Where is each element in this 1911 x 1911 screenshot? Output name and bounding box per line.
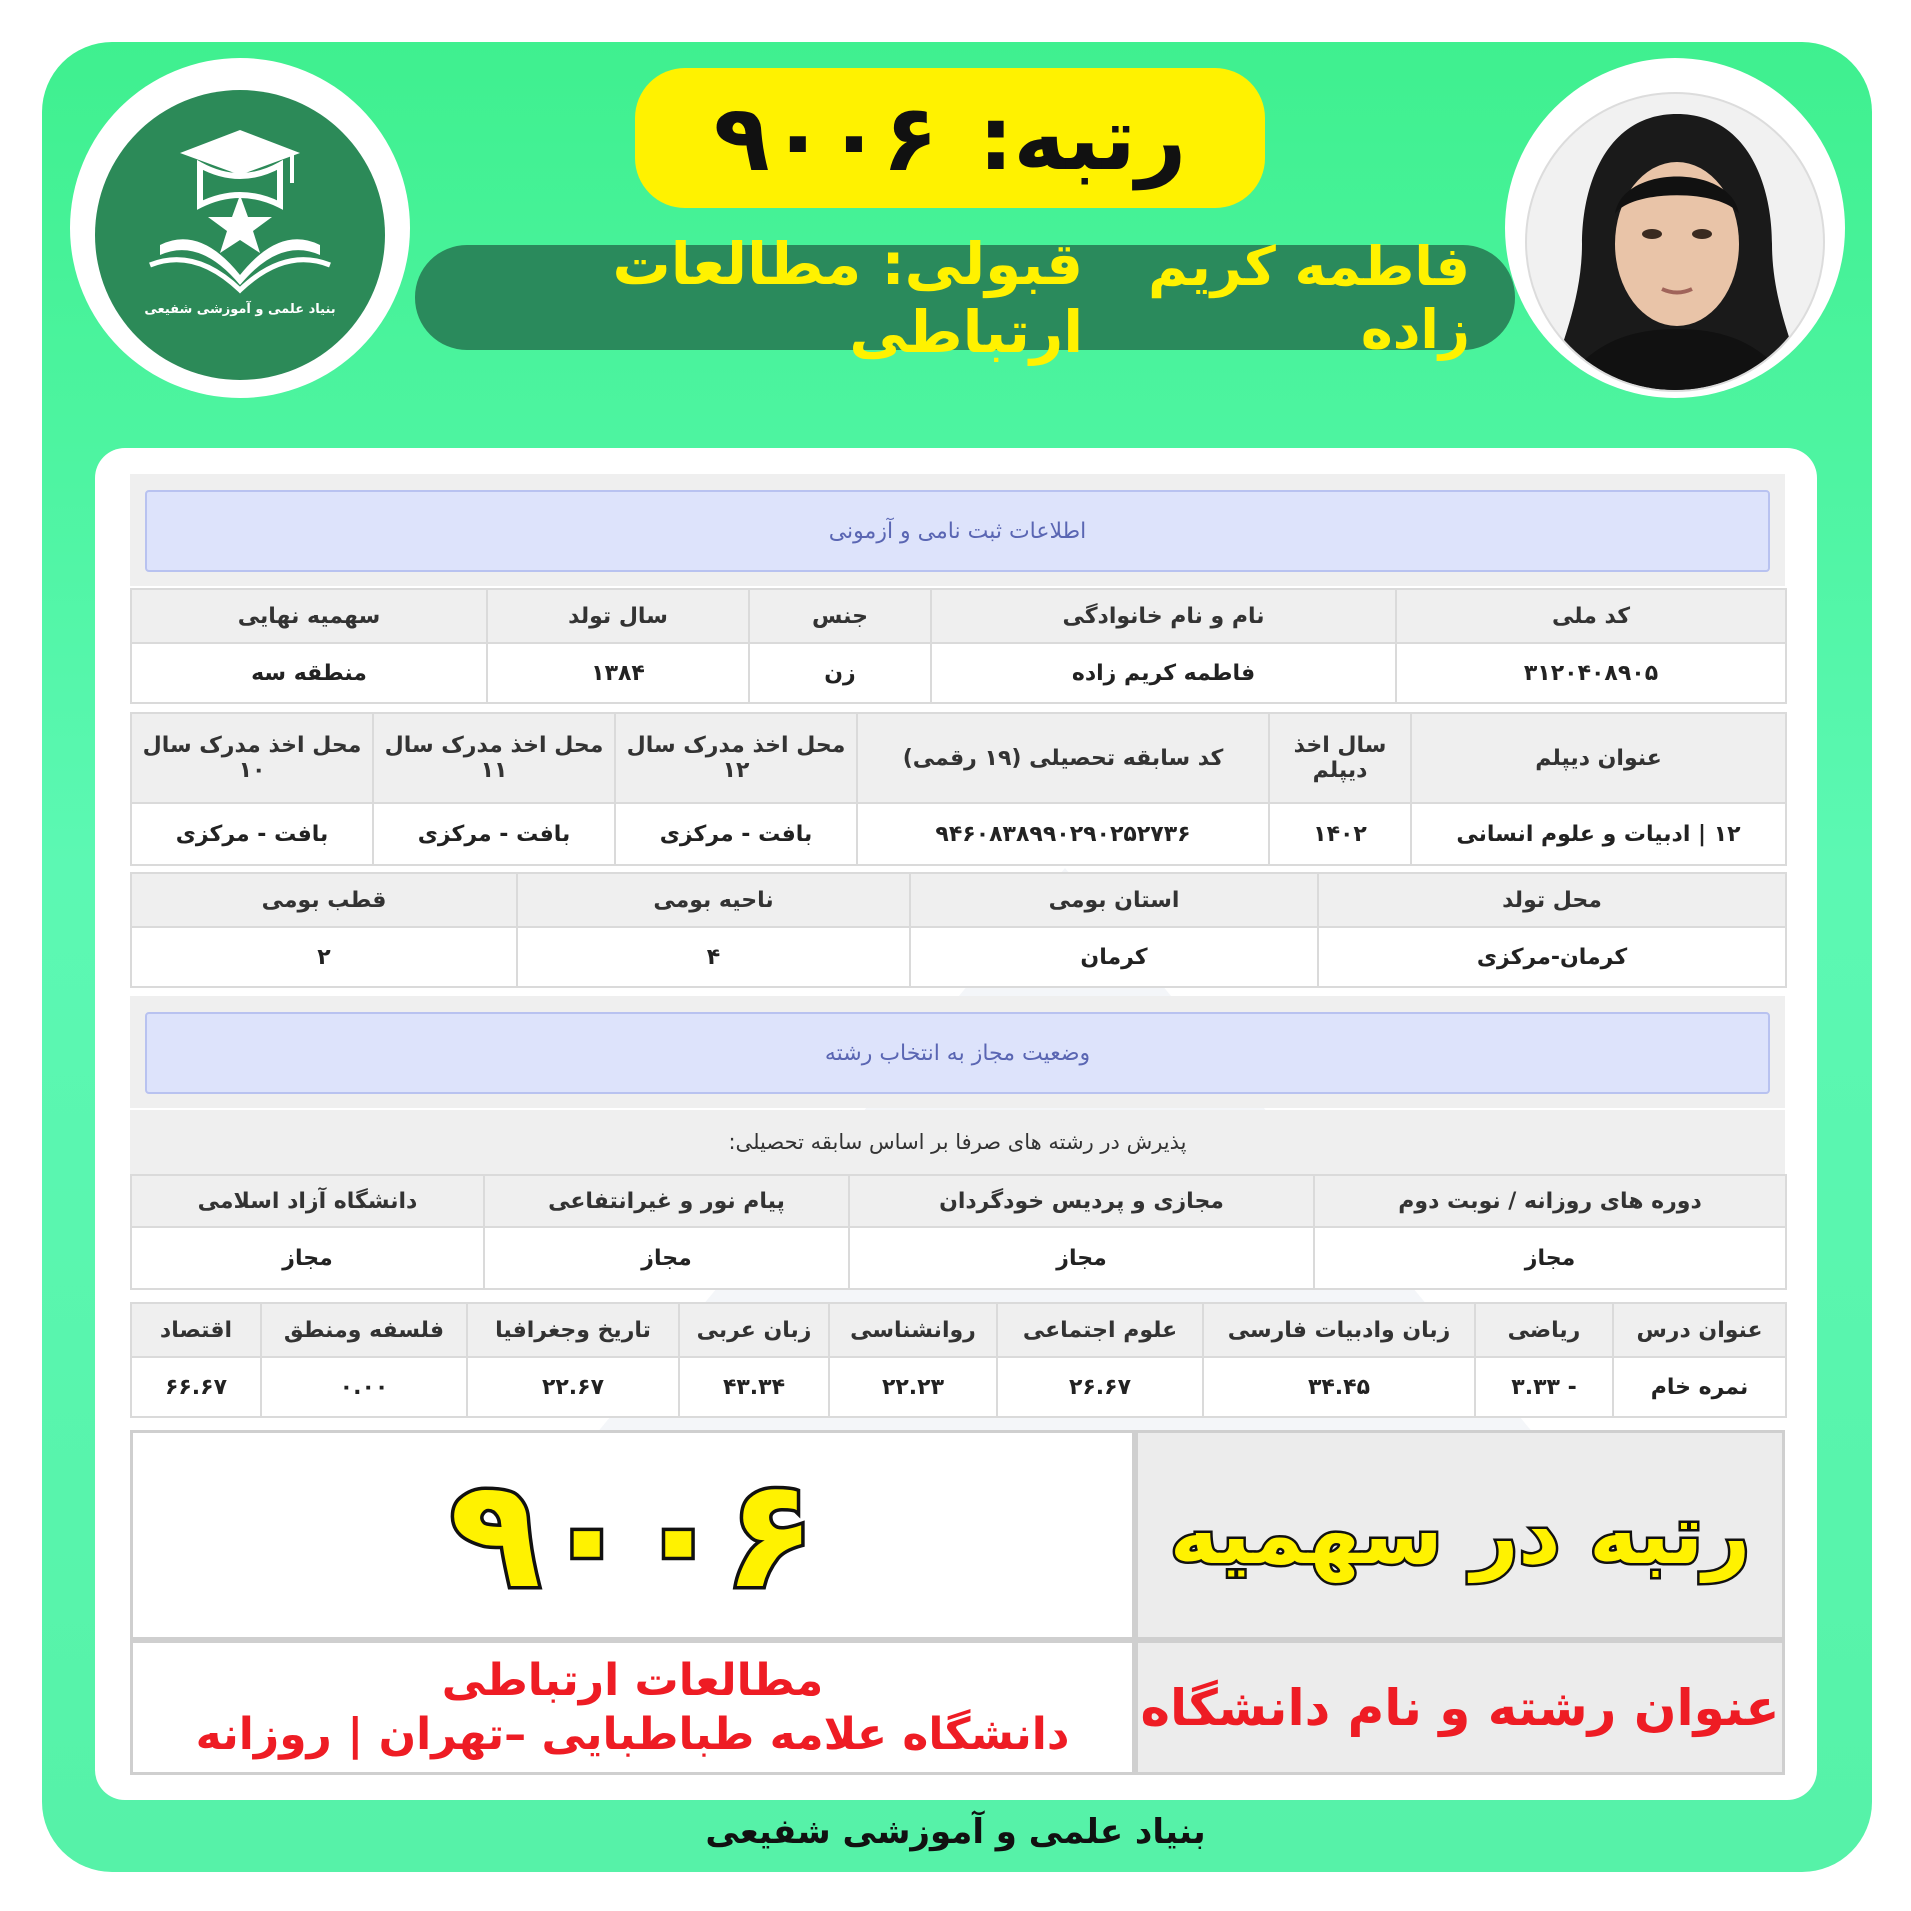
table-header: استان بومی xyxy=(910,873,1318,927)
table-header: عنوان درس xyxy=(1613,1303,1786,1357)
table-cell: ۰.۰۰ xyxy=(261,1357,467,1417)
logo-caption: بنیاد علمی و آموزشی شفیعی xyxy=(144,302,336,317)
table-header: فلسفه ومنطق xyxy=(261,1303,467,1357)
table-header: محل اخذ مدرک سال ۱۱ xyxy=(373,713,615,803)
table-cell: کرمان-مرکزی xyxy=(1318,927,1786,987)
table-cell: زن xyxy=(749,643,931,703)
table-header: سهمیه نهایی xyxy=(131,589,487,643)
table-header: محل تولد xyxy=(1318,873,1786,927)
table-cell: ۲۲.۲۳ xyxy=(829,1357,997,1417)
table-header: دانشگاه آزاد اسلامی xyxy=(131,1175,484,1227)
rank-label: رتبه: xyxy=(978,86,1187,190)
table-header: سال تولد xyxy=(487,589,749,643)
table-cell: ۱۳۸۴ xyxy=(487,643,749,703)
table-header: مجازی و پردیس خودگردان xyxy=(849,1175,1314,1227)
table-cell: ۴۳.۳۴ xyxy=(679,1357,829,1417)
table-cell: ۲۲.۶۷ xyxy=(467,1357,679,1417)
quota-rank-title: رتبه در سهمیه xyxy=(1169,1487,1751,1583)
table-header: ریاضی xyxy=(1475,1303,1613,1357)
table-cell: بافت - مرکزی xyxy=(373,803,615,865)
table-cell: ۳۴.۴۵ xyxy=(1203,1357,1475,1417)
table-cell: بافت - مرکزی xyxy=(131,803,373,865)
table-eligibility xyxy=(130,1174,1787,1290)
table-cell: ۳۱۲۰۴۰۸۹۰۵ xyxy=(1396,643,1786,703)
rank-block xyxy=(130,1430,1785,1775)
student-name: فاطمه کریم زاده xyxy=(1148,234,1470,361)
footer-brand: بنیاد علمی و آموزشی شفیعی xyxy=(705,1812,1206,1852)
university-name: دانشگاه علامه طباطبایی –تهران | روزانه xyxy=(195,1708,1070,1760)
table-cell: ۶۶.۶۷ xyxy=(131,1357,261,1417)
table-cell: مجاز xyxy=(849,1227,1314,1289)
table-header: کد سابقه تحصیلی (۱۹ رقمی) xyxy=(857,713,1269,803)
table-header: زبان وادبیات فارسی xyxy=(1203,1303,1475,1357)
table-cell: ۱۲ | ادبیات و علوم انسانی xyxy=(1411,803,1786,865)
table-header: اقتصاد xyxy=(131,1303,261,1357)
table-cell: ۲۶.۶۷ xyxy=(997,1357,1203,1417)
student-photo xyxy=(1525,92,1825,392)
table-cell: مجاز xyxy=(131,1227,484,1289)
eligibility-note: پذیرش در رشته های صرفا بر اساس سابقه تحصیلی: xyxy=(130,1110,1785,1174)
name-band xyxy=(415,229,1515,366)
table-cell: ۴ xyxy=(517,927,910,987)
table-header: سال اخذ دیپلم xyxy=(1269,713,1411,803)
quota-rank-title-box xyxy=(1135,1430,1785,1640)
quota-rank-value-box xyxy=(130,1430,1135,1640)
table-header: تاریخ وجغرافیا xyxy=(467,1303,679,1357)
rank-banner xyxy=(635,68,1265,208)
table-header: نام و نام خانوادگی xyxy=(931,589,1396,643)
table-header: کد ملی xyxy=(1396,589,1786,643)
table-header: محل اخذ مدرک سال ۱۲ xyxy=(615,713,857,803)
table-header: قطب بومی xyxy=(131,873,517,927)
table-scores xyxy=(130,1302,1787,1418)
table-header: پیام نور و غیرانتفاعی xyxy=(484,1175,849,1227)
table-cell: ۱۴۰۲ xyxy=(1269,803,1411,865)
section-registration: اطلاعات ثبت نامی و آزمونی xyxy=(145,490,1770,572)
logo xyxy=(95,90,385,380)
table-cell: نمره خام xyxy=(1613,1357,1786,1417)
quota-rank-value: ۹۰۰۶ xyxy=(449,1448,816,1622)
table-personal xyxy=(130,588,1787,704)
accepted-field: قبولی: مطالعات ارتباطی xyxy=(612,229,1084,366)
table-cell: ۲ xyxy=(131,927,517,987)
table-cell: فاطمه کریم زاده xyxy=(931,643,1396,703)
table-header: محل اخذ مدرک سال ۱۰ xyxy=(131,713,373,803)
table-header: روانشناسی xyxy=(829,1303,997,1357)
table-cell: بافت - مرکزی xyxy=(615,803,857,865)
table-cell: مجاز xyxy=(484,1227,849,1289)
section-eligibility: وضعیت مجاز به انتخاب رشته xyxy=(145,1012,1770,1094)
field-title: عنوان رشته و نام دانشگاه xyxy=(1140,1678,1780,1737)
table-header: ناحیه بومی xyxy=(517,873,910,927)
table-header: زبان عربی xyxy=(679,1303,829,1357)
field-title-box xyxy=(1135,1640,1785,1775)
field-university-box xyxy=(130,1640,1135,1775)
rank-value: ۹۰۰۶ xyxy=(713,84,939,192)
field-name: مطالعات ارتباطی xyxy=(441,1654,824,1706)
table-cell: مجاز xyxy=(1314,1227,1786,1289)
table-cell: کرمان xyxy=(910,927,1318,987)
table-header: علوم اجتماعی xyxy=(997,1303,1203,1357)
table-cell: - ۳.۳۳ xyxy=(1475,1357,1613,1417)
graduation-star-logo-icon xyxy=(140,125,340,295)
table-header: جنس xyxy=(749,589,931,643)
table-diploma xyxy=(130,712,1787,866)
table-header: عنوان دیپلم xyxy=(1411,713,1786,803)
table-cell: ۹۴۶۰۸۳۸۹۹۰۲۹۰۲۵۲۷۳۶ xyxy=(857,803,1269,865)
table-cell: منطقه سه xyxy=(131,643,487,703)
table-header: دوره های روزانه / نوبت دوم xyxy=(1314,1175,1786,1227)
table-native xyxy=(130,872,1787,988)
